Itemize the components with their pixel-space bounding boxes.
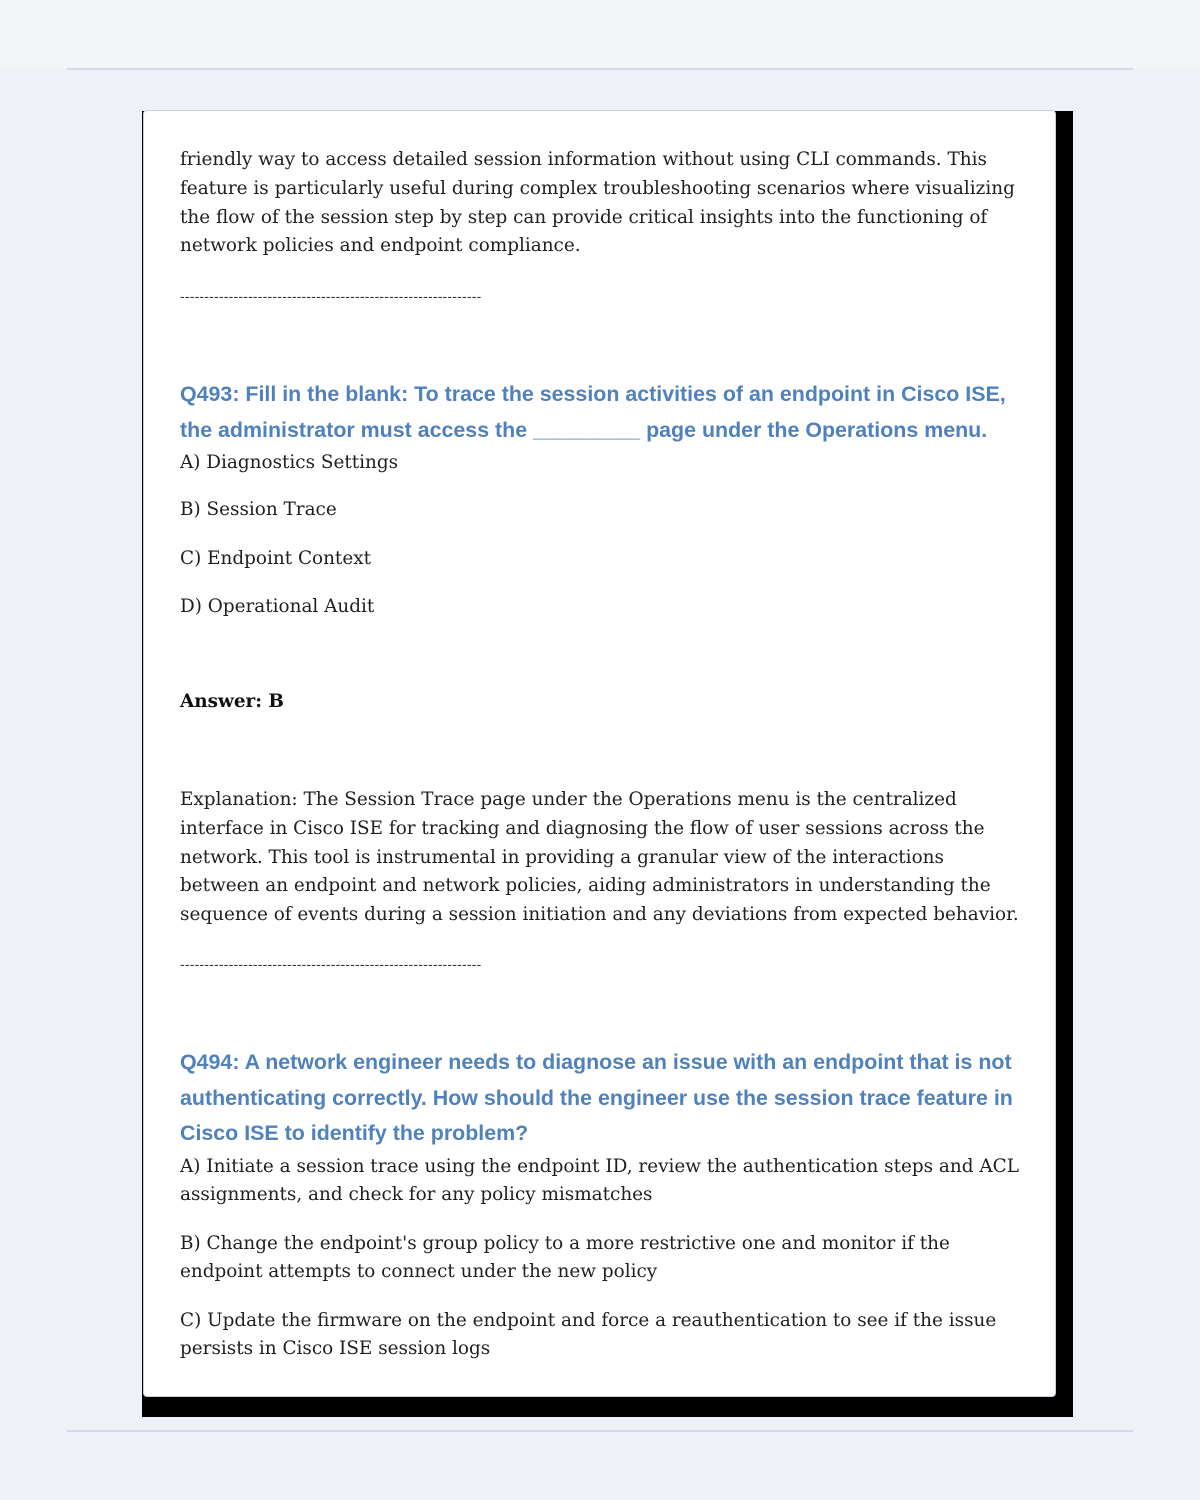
q493-option-d: D) Operational Audit [180, 596, 375, 617]
section-divider-2: -------------------------------------------------------------- [180, 956, 482, 972]
bottom-separator [67, 1430, 1133, 1432]
q494-option-a: A) Initiate a session trace using the endpoint ID, review the authentication steps and ACL assignments, and check for any policy mismatches [180, 1156, 1019, 1205]
q493-option-b: B) Session Trace [180, 499, 337, 520]
question-q494: Q494: A network engineer needs to diagnose an issue with an endpoint that is not authenticating correctly. How should the engineer use the session trace feature in Cisco ISE to identify the problem? [180, 1050, 1013, 1145]
q494-option-c: C) Update the firmware on the endpoint and force a reauthentication to see if the issue persists in Cisco ISE session logs [180, 1310, 997, 1359]
q493-option-a: A) Diagnostics Settings [180, 452, 399, 473]
viewer-top-bar [0, 0, 1200, 68]
q493-answer: Answer: B [180, 691, 284, 712]
question-q493: Q493: Fill in the blank: To trace the session activities of an endpoint in Cisco ISE, the administrator must access the _________ page under the Operations menu. [180, 382, 1006, 442]
section-divider-1: -------------------------------------------------------------- [180, 288, 482, 304]
q494-option-b: B) Change the endpoint's group policy to a more restrictive one and monitor if the endpoint attempts to connect under the new policy [180, 1233, 950, 1282]
q493-option-c: C) Endpoint Context [180, 548, 371, 569]
intro-paragraph: friendly way to access detailed session information without using CLI commands. This feature is particularly useful during complex troubleshooting scenarios where visualizing the flow of the session step by step can provide critical insights into the functioning of network policies and endpoint compliance. [180, 149, 1015, 257]
q493-explanation: Explanation: The Session Trace page under the Operations menu is the centralized interface in Cisco ISE for tracking and diagnosing the flow of user sessions across the network. This tool is instrumental in providing a granular view of the interactions between an endpoint and network policies, aiding administrators in understanding the sequence of events during a session initiation and any deviations from expected behavior. [180, 789, 1019, 926]
top-separator [67, 68, 1133, 70]
document-page [143, 110, 1056, 1397]
